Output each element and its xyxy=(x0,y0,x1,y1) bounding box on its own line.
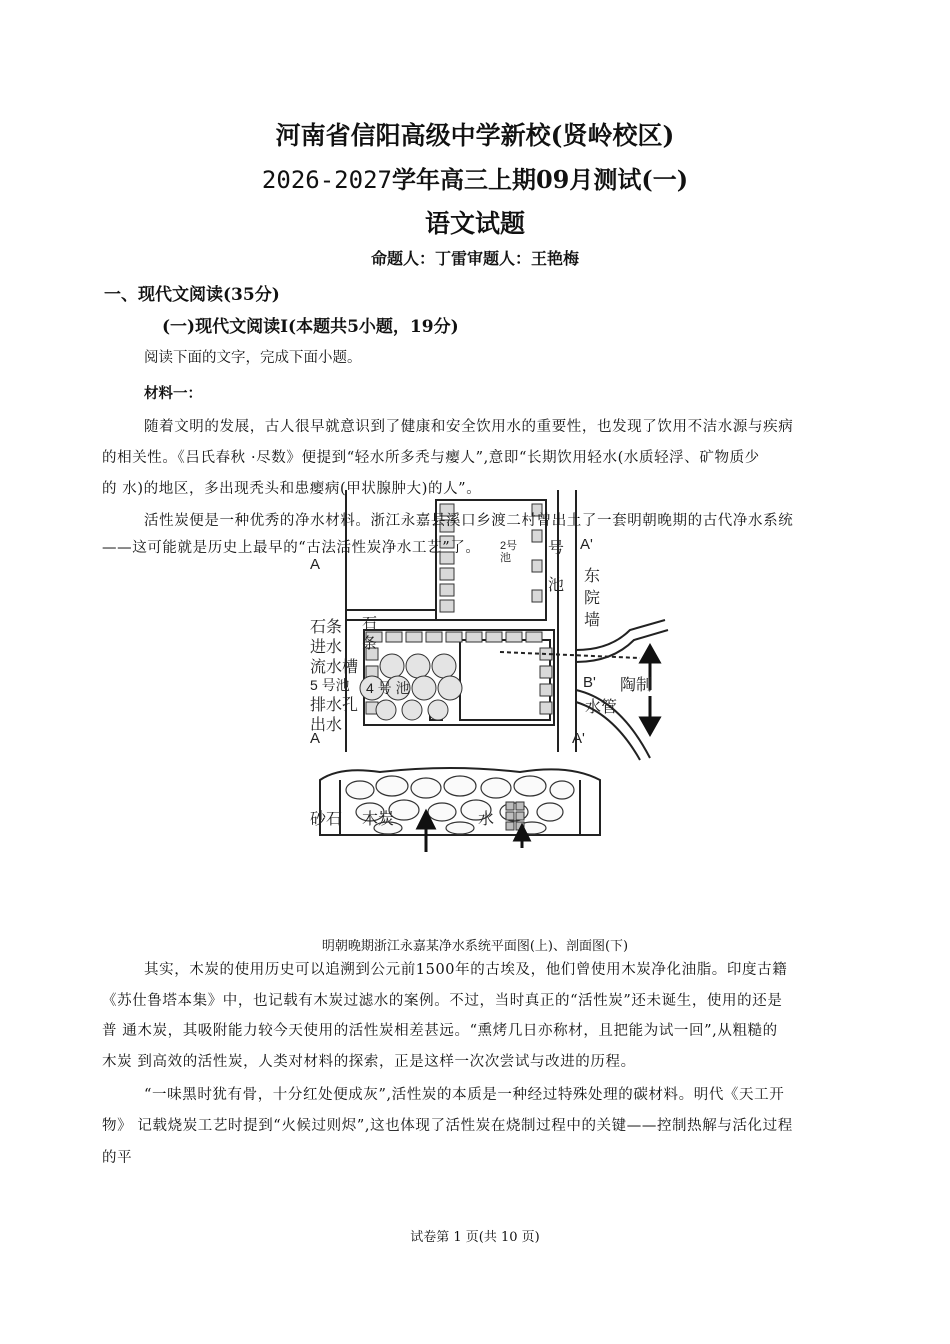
p1-line1: 随着文明的发展，古人很早就意识到了健康和安全饮用水的重要性，也发现了饮用不洁水源与疾病 xyxy=(144,419,794,435)
label-a-bottom-right: A' xyxy=(572,730,585,747)
section-title: 一、现代文阅读(35分) xyxy=(104,285,280,305)
p1-line2: 的相关性。《吕氏春秋 ·尽数》便提到“轻水所多秃与瘿人”,意即“长期饮用轻水(水质轻浮、矿物质少 xyxy=(102,450,760,466)
label-drain: 排水孔 xyxy=(310,697,359,714)
label-water: 水 xyxy=(478,811,495,828)
label-stone-strip-right: 石条 xyxy=(362,615,378,652)
label-sand: 砂石 xyxy=(310,811,343,828)
label-outlet: 出水 xyxy=(310,717,343,734)
exam-year: 2026-2027 xyxy=(261,166,392,194)
subsection-title: (一)现代文阅读Ⅰ(本题共5小题，19分) xyxy=(162,317,459,337)
p4-line1: “一味黑时犹有骨，十分红处便成灰”,活性炭的本质是一种经过特殊处理的碳材料。明代《天工开 xyxy=(144,1087,785,1103)
authors-line: 命题人：丁雷审题人：王艳梅 xyxy=(370,249,579,268)
exam-title xyxy=(0,160,950,195)
label-east-wall: 东院墙 xyxy=(584,568,601,629)
label-pool5: 5 号池 xyxy=(310,677,350,693)
label-water-pipe: 水管 xyxy=(585,699,618,716)
p4-line2: 物》 记载烧炭工艺时提到“火候过则烬”,这也体现了活性炭在烧制过程中的关键——控制热解与活化过程 xyxy=(102,1118,793,1134)
label-inlet: 进水 xyxy=(310,639,343,656)
label-flow-channel: 流水槽 xyxy=(310,659,359,676)
label-pool2: 2号池 xyxy=(500,540,518,564)
p2-line1: 活性炭便是一种优秀的净水材料。浙江永嘉县溪口乡渡二村曾出土了一套明朝晚期的古代净水系统 xyxy=(144,513,794,529)
p3-line2: 《苏仕鲁塔本集》中，也记载有木炭过滤水的案例。不过，当时真正的“活性炭”还未诞生，使用的还是 xyxy=(102,993,783,1009)
subject-title: 语文试题 xyxy=(424,209,525,238)
label-pool1-chi: 池 xyxy=(548,577,565,594)
page-footer: 试卷第 1 页(共 10 页) xyxy=(410,1230,540,1245)
label-pool4: 4 号 池 xyxy=(366,680,410,696)
p3-line3: 普 通木炭，其吸附能力较今天使用的活性炭相差甚远。“熏烤几日亦称材，且把能为试一回”,从粗糙的 xyxy=(102,1023,778,1039)
label-stone-strip-left: 石条 xyxy=(310,619,343,636)
label-b-prime: B' xyxy=(583,674,596,691)
label-a-top-left: A xyxy=(310,556,321,573)
p4-line3: 的平 xyxy=(102,1150,133,1166)
label-charcoal: 木炭 xyxy=(362,811,395,828)
label-a-bottom-left: A xyxy=(310,730,321,747)
p1-line3: 的 水)的地区，多出现秃头和患瘿病(甲状腺肿大)的人”。 xyxy=(102,481,482,497)
p3-line1: 其实，木炭的使用历史可以追溯到公元前1500年的古埃及，他们曾使用木炭净化油脂。印度古籍 xyxy=(144,962,788,978)
instruction: 阅读下面的文字，完成下面小题。 xyxy=(144,350,362,366)
p2-line2: ——这可能就是历史上最早的“古法活性炭净水工艺”了。 xyxy=(102,540,481,556)
exam-term: 学年高三上期09月测试(一) xyxy=(391,165,689,194)
p3-line4: 木炭 到高效的活性炭，人类对材料的探索，正是这样一次次尝试与改进的历程。 xyxy=(102,1054,636,1070)
label-a-top-right: A' xyxy=(580,536,593,553)
label-pool1-hao: 号 xyxy=(548,540,565,557)
label-ceramic: 陶制 xyxy=(620,677,653,694)
school-title: 河南省信阳高级中学新校(贤岭校区) xyxy=(275,121,675,150)
material-label: 材料一： xyxy=(144,385,202,402)
figure-caption: 明朝晚期浙江永嘉某净水系统平面图(上)、剖面图(下) xyxy=(321,939,629,954)
